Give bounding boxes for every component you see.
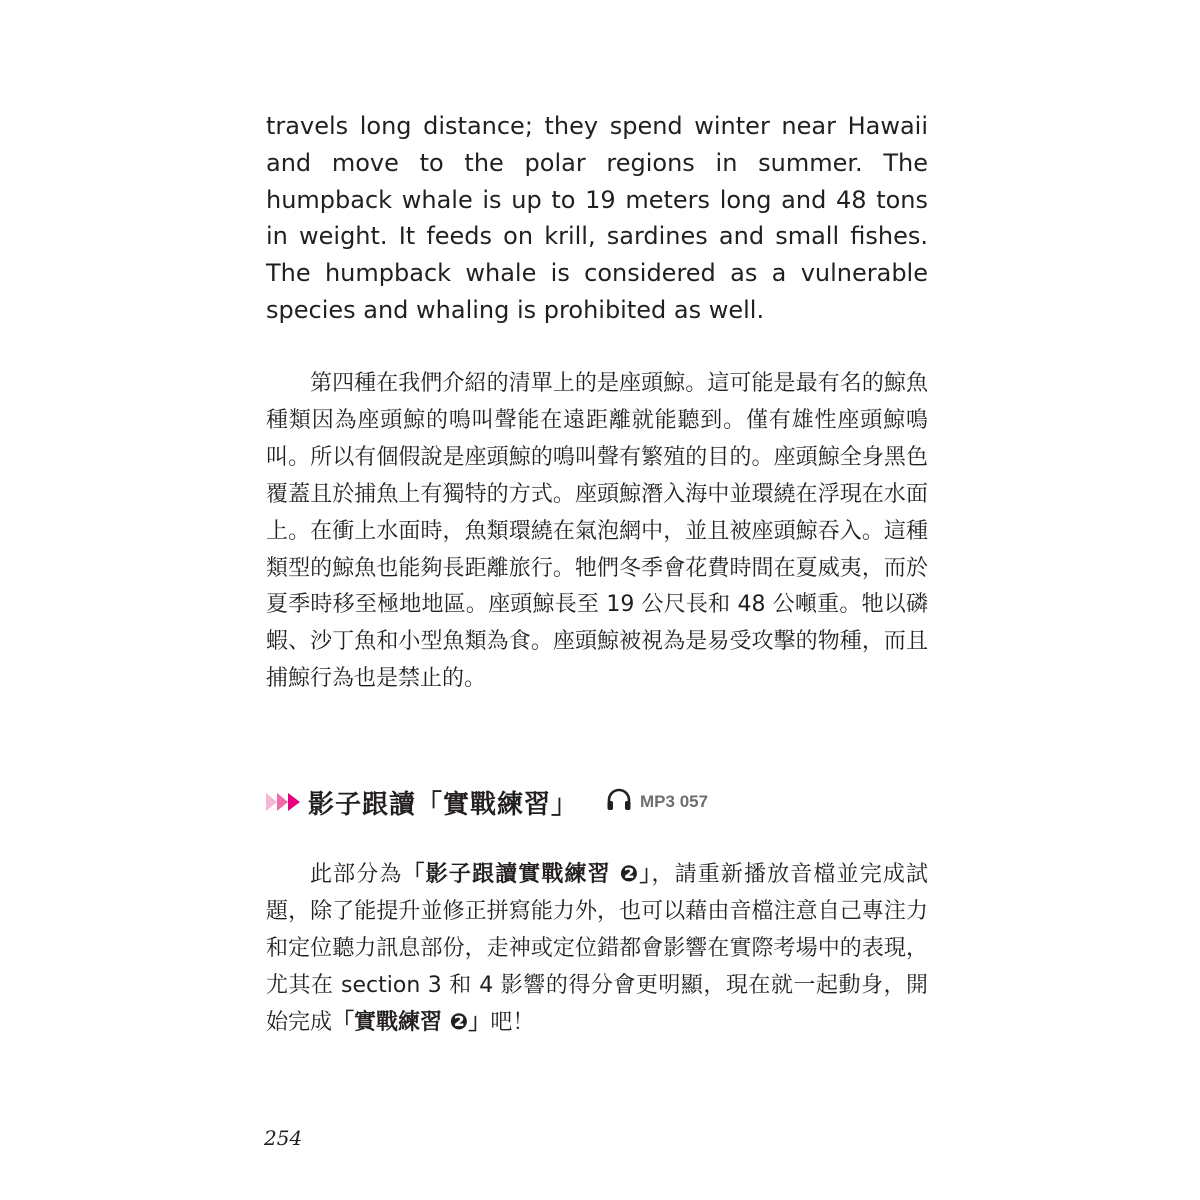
instruction-bold-2: 「實戰練習 ❷」	[332, 1009, 491, 1035]
audio-track-label: MP3 057	[640, 792, 709, 811]
instruction-text-1: 此部分為	[310, 862, 403, 887]
section-heading	[266, 780, 928, 824]
page-number: 254	[264, 1126, 303, 1150]
instruction-text-3: 吧！	[490, 1009, 535, 1035]
audio-track-badge	[606, 788, 708, 816]
instruction-bold-1: 「影子跟讀實戰練習 ❷」	[402, 862, 652, 887]
section-title: 影子跟讀「實戰練習」	[308, 789, 579, 820]
chevron-arrows-icon	[266, 791, 302, 813]
headphones-icon	[606, 788, 632, 816]
instruction-paragraph	[266, 857, 928, 1042]
chinese-paragraph: 第四種在我們介紹的清單上的是座頭鯨。這可能是最有名的鯨魚種類因為座頭鯨的鳴叫聲能在遠距離就能聽到。僅有雄性座頭鯨鳴叫。所以有個假說是座頭鯨的鳴叫聲有繁殖的目的。座頭鯨全身黑色覆蓋且於捕魚上有獨特的方式。座頭鯨潛入海中並環繞在浮現在水面上。在衝上水面時，魚類環繞在氣泡網中，並且被座頭鯨吞入。這種類型的鯨魚也能夠長距離旅行。牠們冬季會花費時間在夏威夷，而於夏季時移至極地地區。座頭鯨長至 19 公尺長和 48 公噸重。牠以磷蝦、沙丁魚和小型魚類為食。座頭鯨被視為是易受攻擊的物種，而且捕鯨行為也是禁止的。	[266, 371, 928, 692]
instruction-text-2: ，請重新播放音檔並完成試題，除了能提升並修正拼寫能力外，也可以藉由音檔注意自己專注力和定位聽力訊息部份，走神或定位錯都會影響在實際考場中的表現，尤其在 section 3 和 4 影響的得分會更明顯，現在就一起動身，開始完成	[266, 862, 928, 1035]
english-paragraph: travels long distance; they spend winter near Hawaii and move to the polar regions in summer. The humpback whale is up to 19 meters long and 48 tons in weight. It feeds on krill, sardines and small fishes. The humpback whale is considered as a vulnerable species and whaling is prohibited as well.	[266, 112, 928, 324]
